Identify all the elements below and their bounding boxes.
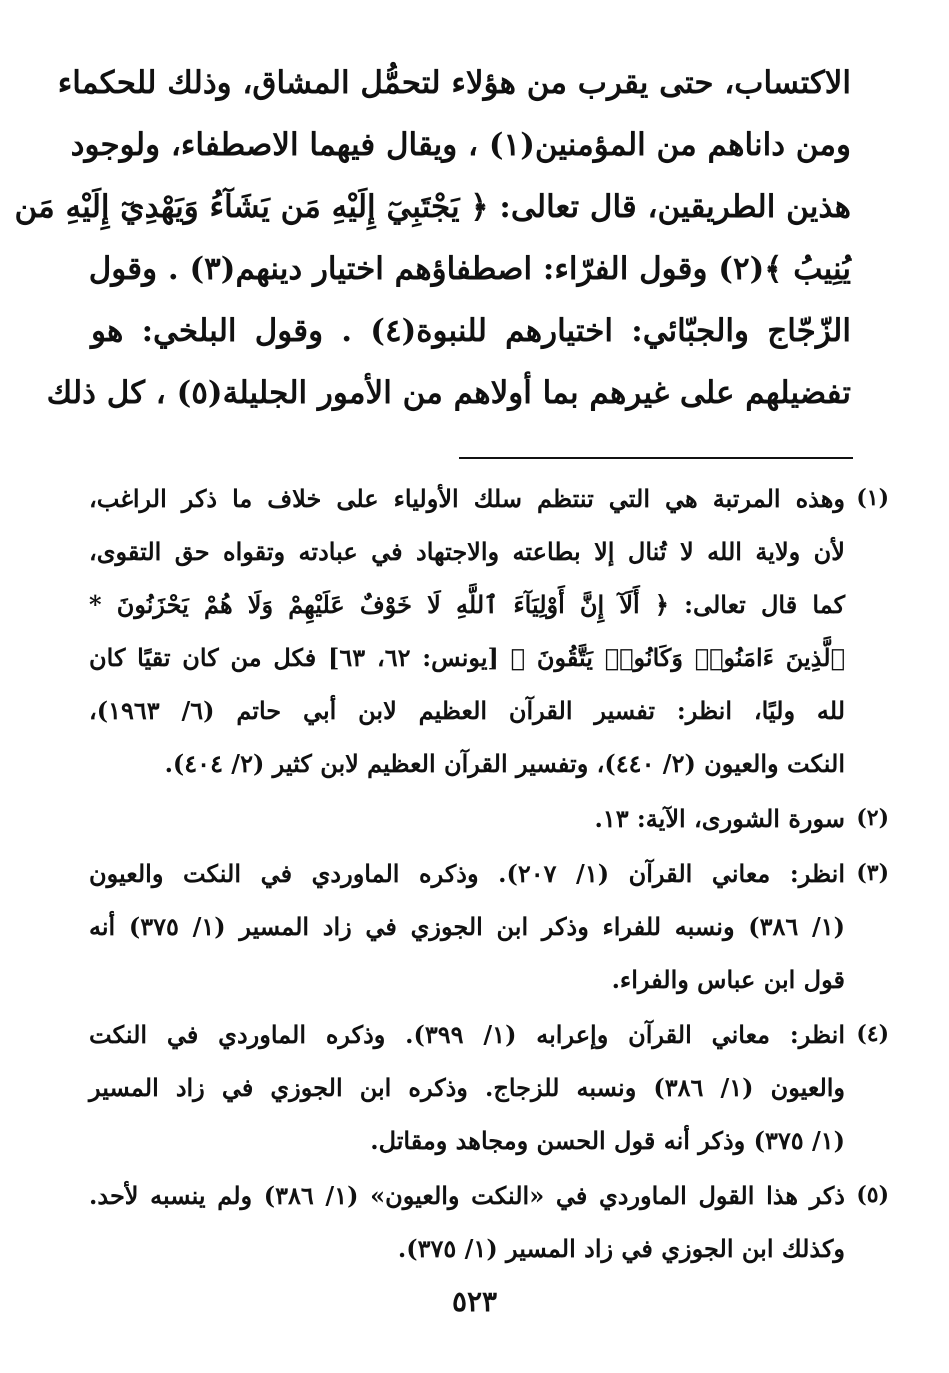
footnote-number: (٣) — [856, 860, 889, 886]
footnote-number: (٥) — [856, 1182, 889, 1208]
main-text-line: ومن داناهم من المؤمنين(١) ، ويقال فيهما الاصطفاء، ولوجود — [70, 127, 851, 163]
footnote-4 — [89, 1008, 889, 1167]
footnote-number: (٢) — [856, 805, 889, 831]
main-text-line: تفضيلهم على غيرهم بما أولاهم من الأمور الجليلة(٥) ، كل ذلك — [46, 375, 851, 411]
page-number: ٥٢٣ — [451, 1285, 498, 1318]
main-text-line: الاكتساب، حتى يقرب من هؤلاء لتحمُّل المشاق، وذلك للحكماء — [57, 65, 851, 101]
footnote-line: انظر: معاني القرآن (١/ ٢٠٧). وذكره الماوردي في النكت والعيون — [89, 859, 845, 888]
footnote-line: قول ابن عباس والفراء. — [611, 965, 845, 994]
footnote-line: والعيون (١/ ٣٨٦) ونسبه للزجاج. وذكره ابن الجوزي في زاد المسير — [89, 1073, 846, 1102]
footnote-line: سورة الشورى، الآية: ١٣. — [594, 804, 845, 833]
footnote-number: (١) — [856, 485, 889, 511]
footnote-3 — [89, 847, 889, 1006]
footnote-line: لأن ولاية الله لا تُنال إلا بطاعته والاجتهاد في عبادته وتقواه حق التقوى، — [89, 537, 845, 566]
footnote-line: انظر: معاني القرآن وإعرابه (١/ ٣٩٩). وذكره الماوردي في النكت — [89, 1020, 845, 1049]
main-text-line: هذين الطريقين، قال تعالى: ﴿ يَجْتَبِيٓ إِلَيْهِ مَن يَشَآءُ وَيَهْدِيٓ إِلَيْهِ مَن — [14, 189, 851, 225]
footnote-divider — [459, 457, 853, 459]
footnote-2 — [89, 792, 889, 845]
footnote-line: ٱلَّذِينَ ءَامَنُوا۟ وَكَانُوا۟ يَتَّقُونَ ﴾ [يونس: ٦٢، ٦٣] فكل من كان تقيًا كان — [89, 643, 845, 672]
footnote-line: كما قال تعالى: ﴿ أَلَآ إِنَّ أَوْلِيَآءَ ٱللَّهِ لَا خَوْفٌ عَلَيْهِمْ وَلَا هُمْ يَحْزَنُونَ * — [89, 590, 845, 619]
footnote-5 — [89, 1169, 889, 1275]
footnote-line: (١/ ٣٧٥) وذكر أنه قول الحسن ومجاهد ومقاتل. — [370, 1126, 845, 1155]
footnote-line: النكت والعيون (٢/ ٤٤٠)، وتفسير القرآن العظيم لابن كثير (٢/ ٤٠٤). — [164, 749, 845, 778]
footnote-1 — [89, 472, 889, 790]
main-text-line: يُنِيبُ ﴾(٢) وقول الفرّاء: اصطفاؤهم اختيار دينهم(٣) . وقول — [88, 251, 851, 287]
main-text-body — [14, 52, 851, 424]
main-text-line: الزّجّاج والجبّائي: اختيارهم للنبوة(٤) . وقول البلخي: هو — [91, 313, 851, 349]
footnote-line: لله وليًا، انظر: تفسير القرآن العظيم لابن أبي حاتم (٦/ ١٩٦٣)، — [89, 696, 846, 725]
footnotes-section — [89, 472, 889, 1277]
footnote-number: (٤) — [856, 1021, 889, 1047]
footnote-line: (١/ ٣٨٦) ونسبه للفراء وذكر ابن الجوزي في زاد المسير (١/ ٣٧٥) أنه — [89, 912, 845, 941]
footnote-line: وكذلك ابن الجوزي في زاد المسير (١/ ٣٧٥). — [397, 1234, 845, 1263]
footnote-line: ذكر هذا القول الماوردي في «النكت والعيون» (١/ ٣٨٦) ولم ينسبه لأحد. — [89, 1181, 845, 1210]
footnote-line: وهذه المرتبة هي التي تنتظم سلك الأولياء على خلاف ما ذكر الراغب، — [89, 484, 845, 513]
